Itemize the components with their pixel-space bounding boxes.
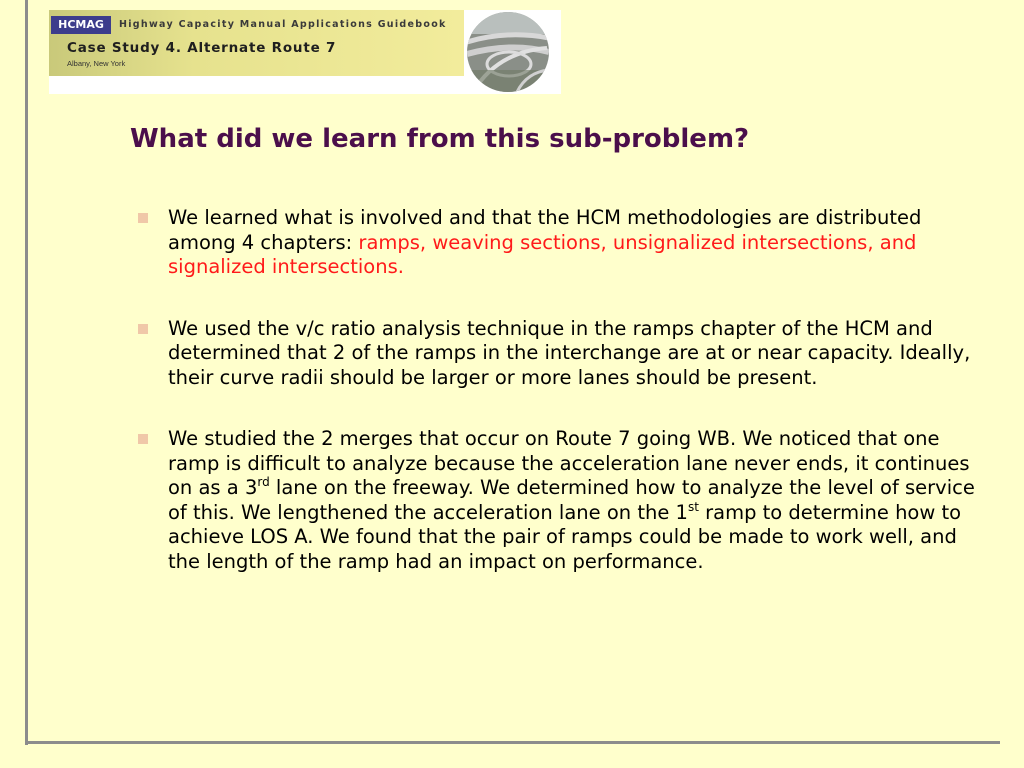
square-bullet-icon <box>138 324 148 334</box>
bullet-text: We used the v/c ratio analysis technique in the ramps chapter of the HCM and determined that 2 of the ramps in the interchange are at or near capacity. Ideally, their curve radii should be larger or more lanes should be present. <box>168 316 971 389</box>
bullet-text: We learned what is involved and that the HCM methodologies are distributed among 4 chapters: <box>168 206 922 254</box>
banner-strip <box>49 10 464 76</box>
square-bullet-icon <box>138 434 148 444</box>
guidebook-title: Highway Capacity Manual Applications Guidebook <box>119 19 447 30</box>
slide-left-border <box>25 0 28 745</box>
location-text: Albany, New York <box>67 59 126 68</box>
hcmag-logo: HCMAG <box>51 16 111 34</box>
highlighted-chapters-text: ramps, weaving sections, unsignalized intersections, and signalized intersections. <box>168 230 917 278</box>
header-banner <box>49 10 561 94</box>
slide-title: What did we learn from this sub-problem? <box>130 124 750 154</box>
slide-bottom-border <box>25 741 1000 744</box>
case-study-title: Case Study 4. Alternate Route 7 <box>67 40 337 56</box>
bullet-list <box>138 206 978 611</box>
highway-interchange-photo-icon <box>467 12 549 92</box>
superscript-rd: rd <box>257 475 270 489</box>
bullet-text: ramp to determine how to achieve LOS A. We found that the pair of ramps could be made to work well, and the length of the ramp had an impact on performance. <box>168 500 962 573</box>
bullet-text: We studied the 2 merges that occur on Route 7 going WB. We noticed that one ramp is difficult to analyze because the acceleration lane never ends, it continues on as a 3 <box>168 427 970 499</box>
bullet-item <box>138 317 978 391</box>
superscript-st: st <box>687 499 699 514</box>
bullet-item <box>138 206 978 280</box>
bullet-item <box>138 427 978 574</box>
bullet-text: lane on the freeway. We determined how to analyze the level of service of this. We lengthened the acceleration lane on the 1 <box>168 476 975 524</box>
square-bullet-icon <box>138 213 148 223</box>
